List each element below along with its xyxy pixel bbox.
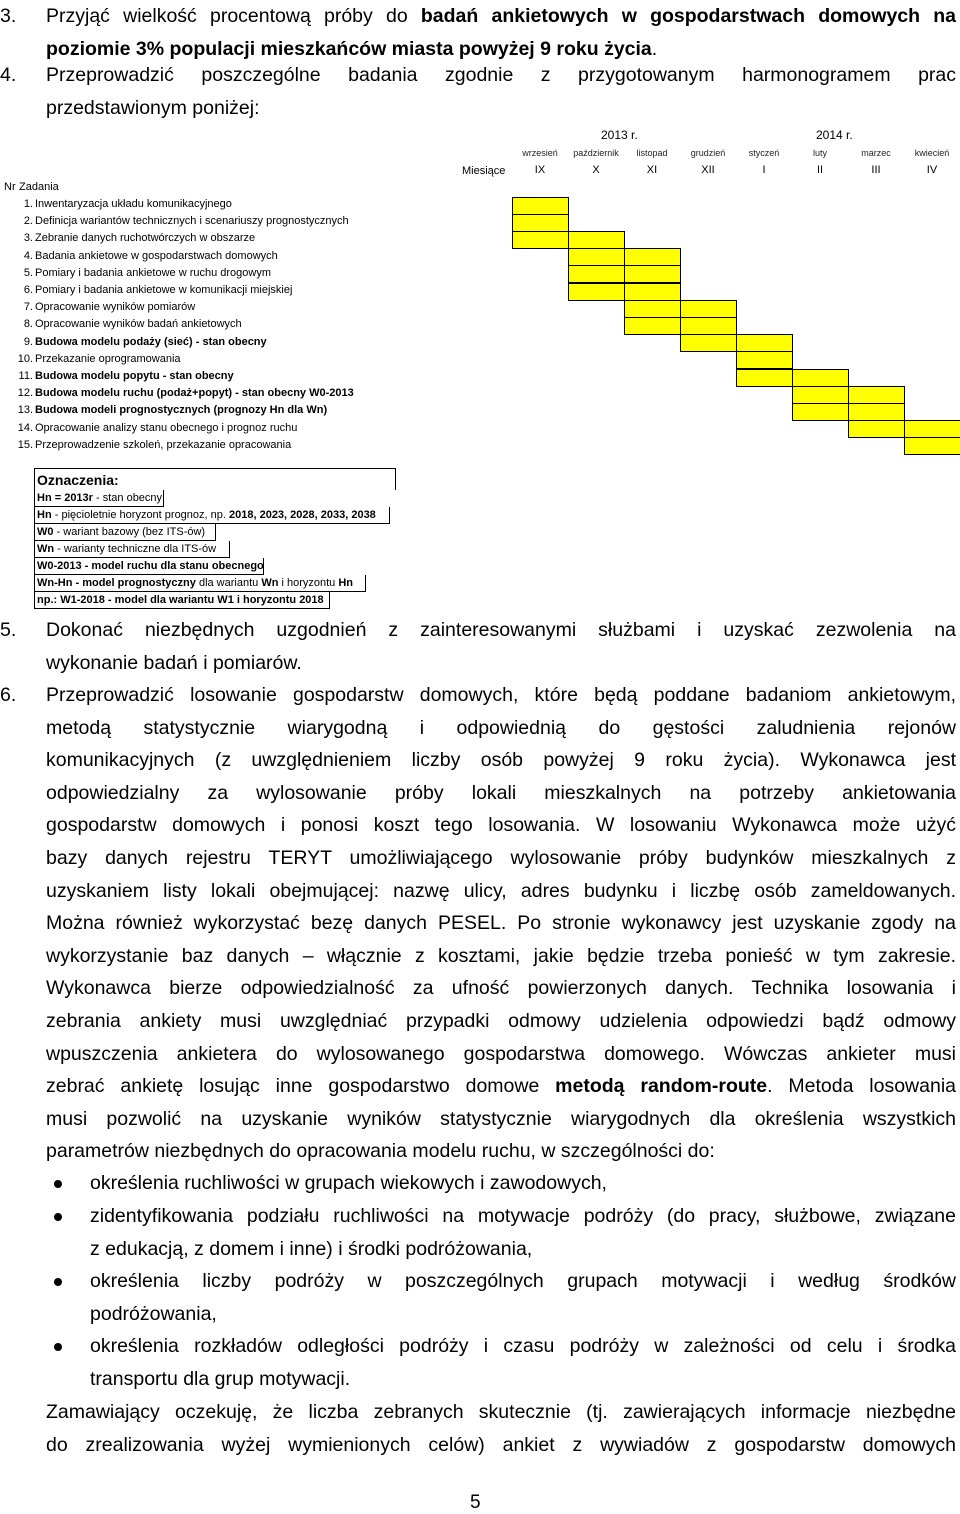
gantt-bar-cell: [624, 317, 681, 335]
gantt-bar-cell: [624, 248, 681, 266]
item-number: 3.: [0, 5, 17, 27]
task-name: Opracowanie wyników badań ankietowych: [35, 318, 242, 331]
month-name-header: kwiecień: [914, 148, 950, 158]
gantt-bar-cell: [904, 437, 960, 455]
task-number: 6.: [23, 284, 33, 296]
month-name-header: grudzień: [690, 148, 726, 158]
task-number: 7.: [23, 301, 33, 314]
task-name: Pomiary i badania ankietowe w ruchu drogowym: [35, 266, 272, 279]
legend-row: W0 - wariant bazowy (bez ITS-ów): [34, 524, 216, 541]
gantt-bar-cell: [680, 317, 737, 335]
gantt-bar-cell: [568, 283, 625, 301]
task-number: 9.: [23, 335, 33, 348]
month-roman-header: II: [816, 164, 824, 176]
task-name: Pomiary i badania ankietowe w komunikacji miejskiej: [35, 284, 293, 296]
task-row: [0, 299, 520, 316]
bullet-icon: [54, 1278, 62, 1286]
page-number: 5: [470, 1492, 481, 1513]
task-name: Budowa modelu popytu - stan obecny: [35, 370, 234, 382]
bullet-icon: [54, 1213, 62, 1221]
month-roman-header: XII: [701, 164, 715, 176]
task-row: [0, 265, 520, 282]
gantt-bar-cell: [680, 300, 737, 318]
month-roman-header: IX: [534, 164, 546, 176]
task-number: 15.: [17, 438, 33, 451]
task-name: Badania ankietowe w gospodarstwach domowych: [35, 249, 278, 262]
bullet-icon: [54, 1180, 62, 1188]
gantt-bar-cell: [848, 386, 905, 404]
gantt-bar-cell: [904, 420, 960, 438]
year-2014: 2014 r.: [816, 128, 853, 142]
task-row: [0, 351, 520, 368]
task-name: Budowa modeli prognostycznych (prognozy Hn dla Wn): [35, 404, 328, 417]
task-row: [0, 420, 520, 437]
item-3-text: Przyjąć wielkość procentową próby do badań ankietowych w gospodarstwach domowych na poziomie 3% populacji mieszkańców miasta powyżej 9 roku życia.: [46, 5, 956, 60]
task-row: [0, 368, 520, 385]
gantt-bar-cell: [792, 369, 849, 387]
month-name-header: styczeń: [748, 148, 780, 158]
task-name: Opracowanie analizy stanu obecnego i prognoz ruchu: [35, 421, 298, 434]
task-number: 8.: [23, 318, 33, 331]
year-2013: 2013 r.: [601, 128, 638, 142]
task-row: [0, 437, 520, 454]
task-number: 11.: [18, 370, 33, 382]
task-number: 13.: [17, 404, 33, 417]
gantt-bar-cell: [624, 300, 681, 318]
legend-row: np.: W1-2018 - model dla wariantu W1 i horyzontu 2018: [34, 592, 330, 609]
month-name-header: wrzesień: [522, 148, 558, 158]
bullet-4-text: określenia rozkładów odległości podróży i czasu podróży w zależności od celu i środka transportu dla grup motywacji.: [90, 1335, 956, 1390]
bullet-icon: [54, 1343, 62, 1351]
gantt-bar-cell: [848, 420, 905, 438]
gantt-bar-cell: [568, 231, 625, 249]
legend-row: Wn-Hn - model prognostyczny dla wariantu Wn i horyzontu Hn: [34, 575, 366, 592]
legend-row: Hn - pięcioletnie horyzont prognoz, np. 2018, 2023, 2028, 2033, 2038: [34, 507, 390, 524]
months-header-label: Miesiące: [462, 165, 506, 177]
col-tasks-header: Zadania: [19, 181, 59, 193]
task-number: 4.: [23, 249, 33, 262]
task-row: [0, 196, 520, 213]
task-number: 3.: [23, 232, 33, 245]
gantt-bar-cell: [736, 334, 793, 352]
month-roman-header: I: [762, 164, 766, 176]
task-name: Opracowanie wyników pomiarów: [35, 301, 196, 314]
month-name-header: listopad: [636, 148, 668, 158]
schedule-table: [0, 126, 960, 456]
task-number: 10.: [17, 352, 33, 365]
item-number: 6.: [0, 684, 17, 706]
col-nr-header: Nr: [4, 181, 16, 193]
task-number: 1.: [23, 198, 33, 210]
gantt-bar-cell: [624, 283, 681, 301]
legend-title: Oznaczenia:: [34, 468, 396, 490]
legend-row: Wn - warianty techniczne dla ITS-ów: [34, 541, 230, 558]
task-name: Inwentaryzacja układu komunikacyjnego: [35, 198, 232, 210]
month-roman-header: III: [871, 164, 881, 176]
gantt-bar-cell: [512, 231, 569, 249]
legend-row: Hn = 2013r - stan obecny: [34, 490, 164, 507]
task-row: [0, 316, 520, 333]
gantt-bar-cell: [512, 197, 569, 215]
item-4-text: Przeprowadzić poszczególne badania zgodnie z przygotowanym harmonogramem prac przedstawionym poniżej:: [46, 64, 956, 119]
bullet-2-text: zidentyfikowania podziału ruchliwości na motywacje podróży (do pracy, służbowe, związane z edukacją, z domem i inne) i środki podróżowania,: [90, 1205, 956, 1260]
month-name-header: październik: [573, 148, 619, 158]
task-number: 5.: [23, 266, 33, 279]
task-row: [0, 248, 520, 265]
gantt-bar-cell: [736, 369, 793, 387]
task-row: [0, 230, 520, 247]
gantt-bar-cell: [736, 351, 793, 369]
bullet-1-text: określenia ruchliwości w grupach wiekowych i zawodowych,: [90, 1172, 607, 1194]
task-row: [0, 385, 520, 402]
item-5-text: Dokonać niezbędnych uzgodnień z zainteresowanymi służbami i uzyskać zezwolenia na wykonanie badań i pomiarów.: [46, 619, 956, 674]
task-row: [0, 282, 520, 299]
gantt-bar-cell: [848, 403, 905, 421]
task-number: 12.: [17, 387, 33, 400]
item-number: 4.: [0, 64, 17, 86]
month-name-header: marzec: [861, 148, 891, 158]
task-name: Zebranie danych ruchotwórczych w obszarze: [35, 232, 256, 245]
closing-paragraph: Zamawiający oczekuję, że liczba zebranych skutecznie (tj. zawierających informacje niezbędne do zrealizowania wyżej wymienionych celów) ankiet z wywiadów z gospodarstw domowych: [46, 1401, 956, 1456]
task-name: Budowa modelu podaży (sieć) - stan obecny: [35, 335, 267, 348]
task-name: Budowa modelu ruchu (podaż+popyt) - stan obecny W0-2013: [35, 387, 354, 400]
month-name-header: luty: [812, 148, 827, 158]
month-roman-header: IV: [926, 164, 938, 176]
legend-row: W0-2013 - model ruchu dla stanu obecnego: [34, 558, 264, 575]
gantt-bar-cell: [792, 403, 849, 421]
gantt-bar-cell: [792, 386, 849, 404]
task-number: 2.: [23, 215, 33, 228]
gantt-bar-cell: [568, 265, 625, 283]
item-6-text: Przeprowadzić losowanie gospodarstw domowych, które będą poddane badaniom ankietowym, metodą statystycznie wiarygodną i odpowiednią do gęstości zaludnienia rejonów komunikacyjnych (z uwzględnieniem liczby osób powyżej 9 roku życia). Wykonawca jest odpowiedzialny za wylosowanie próby lokali mieszkalnych na potrzeby ankietowania gospodarstw domowych i ponosi koszt tego losowania. W losowaniu Wykonawca może użyć bazy danych rejestru TERYT umożliwiającego wylosowanie próby budynków mieszkalnych z uzyskaniem listy lokali obejmującej: nazwę ulicy, adres budynku i liczbę osób zameldowanych. Można również wykorzystać bezę danych PESEL. Po stronie wykonawcy jest uzyskanie zgody na wykorzystanie baz danych – włącznie z kosztami, jakie będzie trzeba ponieść w tym zakresie. Wykonawca bierze odpowiedzialność za ufność powierzonych danych. Technika losowania i zebrania ankiety musi uwzględniać przypadki odmowy udzielenia odpowiedzi bądź odmowy wpuszczenia ankietera do wylosowanego gospodarstwa domowego. Wówczas ankieter musi zebrać ankietę losując inne gospodarstwo domowe metodą random-route. Metoda losowania musi pozwolić na uzyskanie wyników statystycznie wiarygodnych dla określenia wszystkich parametrów niezbędnych do opracowania modelu ruchu, w szczególności do:: [46, 684, 956, 1163]
month-roman-header: XI: [646, 164, 658, 176]
gantt-bar-cell: [624, 265, 681, 283]
task-number: 14.: [17, 421, 33, 434]
task-name: Definicja wariantów technicznych i scenariuszy prognostycznych: [35, 215, 349, 228]
task-row: [0, 213, 520, 230]
bullet-3-text: określenia liczby podróży w poszczególnych grupach motywacji i według środków podróżowania,: [90, 1270, 956, 1325]
gantt-bar-cell: [512, 214, 569, 232]
item-number: 5.: [0, 619, 17, 641]
month-roman-header: X: [592, 164, 600, 176]
gantt-bar-cell: [680, 334, 737, 352]
task-row: [0, 334, 520, 351]
gantt-bar-cell: [568, 248, 625, 266]
task-name: Przekazanie oprogramowania: [35, 352, 181, 365]
task-row: [0, 402, 520, 419]
task-name: Przeprowadzenie szkoleń, przekazanie opracowania: [35, 438, 292, 451]
